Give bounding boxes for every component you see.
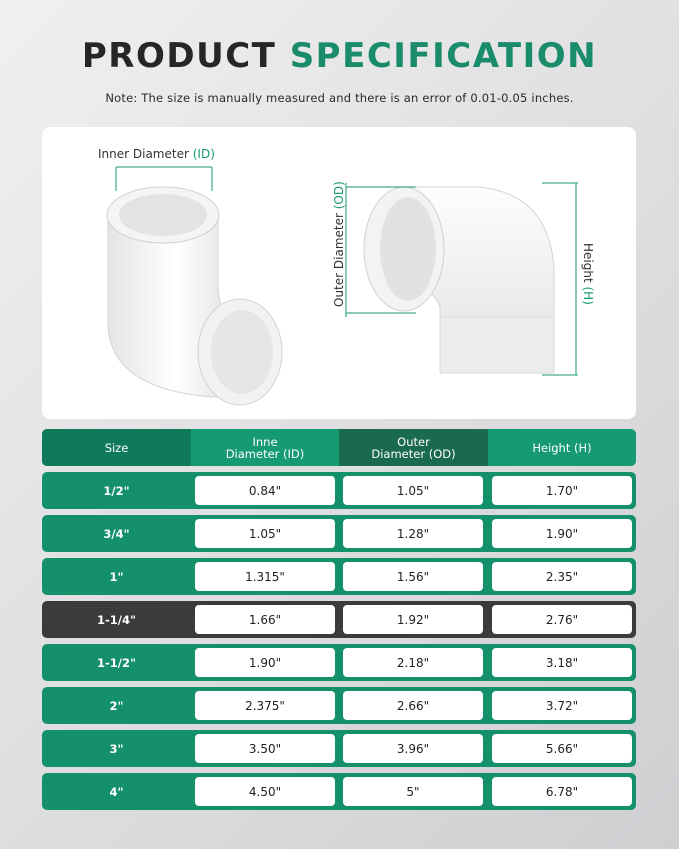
- title-part2: SPECIFICATION: [289, 36, 598, 76]
- inner-diameter-cell: 4.50": [195, 777, 335, 806]
- height-label: Height (H): [581, 243, 595, 305]
- size-cell: 1-1/2": [97, 655, 136, 670]
- inner-diameter-cell: 1.90": [195, 648, 335, 677]
- size-cell: 3": [109, 741, 124, 756]
- outer-diameter-cell: 1.56": [343, 562, 483, 591]
- size-cell: 1-1/4": [97, 612, 136, 627]
- inner-diameter-cell: 2.375": [195, 691, 335, 720]
- outer-diameter-cell: 1.05": [343, 476, 483, 505]
- header-inner-diameter: Inne Diameter (ID): [225, 434, 305, 461]
- size-cell: 1/2": [103, 483, 130, 498]
- inner-diameter-cell: 0.84": [195, 476, 335, 505]
- title-part1: PRODUCT: [81, 36, 277, 76]
- table-row: [42, 644, 636, 681]
- table-row: [42, 515, 636, 552]
- height-cell: 2.76": [492, 605, 632, 634]
- size-cell: 3/4": [103, 526, 130, 541]
- inner-diameter-cell: 1.05": [195, 519, 335, 548]
- inner-diameter-cell: 1.315": [195, 562, 335, 591]
- table-row: [42, 601, 636, 638]
- table-row: [42, 472, 636, 509]
- page-title: [0, 36, 679, 76]
- outer-diameter-cell: 2.66": [343, 691, 483, 720]
- inner-diameter-cell: 3.50": [195, 734, 335, 763]
- right-elbow: [346, 183, 578, 375]
- height-cell: 1.70": [492, 476, 632, 505]
- inner-diameter-cell: 1.66": [195, 605, 335, 634]
- height-cell: 3.18": [492, 648, 632, 677]
- height-cell: 3.72": [492, 691, 632, 720]
- left-elbow: [107, 167, 282, 405]
- outer-diameter-cell: 1.92": [343, 605, 483, 634]
- inner-diameter-label: Inner Diameter (ID): [98, 147, 215, 161]
- spec-table: [42, 429, 636, 816]
- outer-diameter-cell: 5": [343, 777, 483, 806]
- header-outer-diameter: Outer Diameter (OD): [339, 429, 488, 466]
- table-row: [42, 730, 636, 767]
- height-cell: 1.90": [492, 519, 632, 548]
- outer-diameter-cell: 1.28": [343, 519, 483, 548]
- size-cell: 1": [109, 569, 124, 584]
- outer-diameter-label: Outer Diameter (OD): [332, 181, 346, 307]
- table-row: [42, 773, 636, 810]
- outer-diameter-cell: 2.18": [343, 648, 483, 677]
- table-row: [42, 687, 636, 724]
- size-cell: 4": [109, 784, 124, 799]
- header-height: Height (H): [532, 440, 592, 455]
- size-cell: 2": [109, 698, 124, 713]
- height-cell: 5.66": [492, 734, 632, 763]
- height-cell: 2.35": [492, 562, 632, 591]
- table-row: [42, 558, 636, 595]
- table-header: [42, 429, 636, 466]
- outer-diameter-cell: 3.96": [343, 734, 483, 763]
- height-cell: 6.78": [492, 777, 632, 806]
- measurement-note: Note: The size is manually measured and there is an error of 0.01-0.05 inches.: [105, 91, 574, 105]
- header-size: Size: [42, 429, 191, 466]
- product-diagram: [42, 127, 636, 419]
